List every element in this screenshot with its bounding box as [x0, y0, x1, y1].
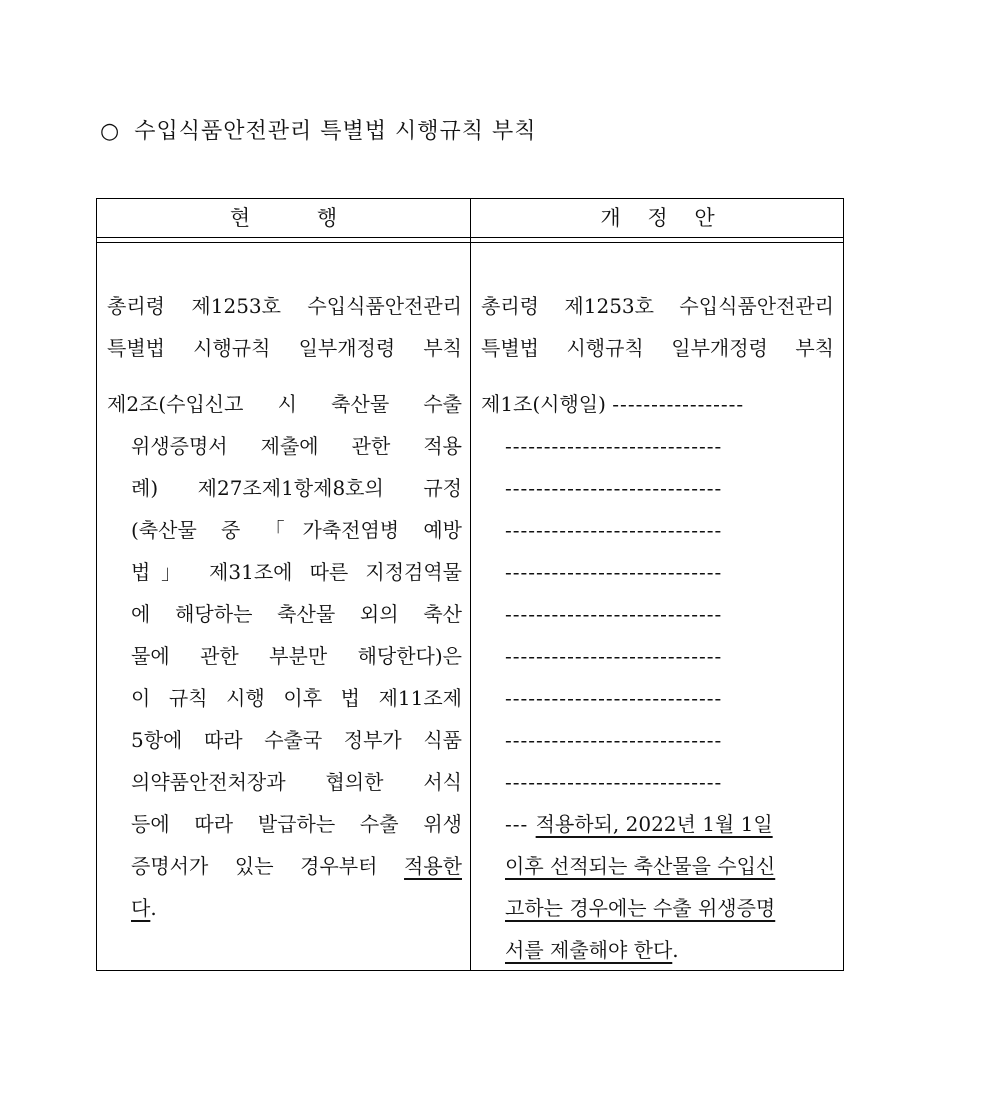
current-underlined-text: 적용한 [404, 854, 462, 878]
proposed-title-line: 특별법 시행규칙 일부개정령 부칙 [481, 336, 834, 360]
header-rule-top [97, 237, 843, 238]
omission-dashes: ---------------------------- [505, 728, 723, 752]
current-article-line: 례) 제27조제1항제8호의 규정 [131, 476, 462, 500]
current-plain-text: 증명서가 있는 경우부터 [131, 854, 405, 878]
section-heading [100, 114, 536, 145]
proposed-underlined-text: 이후 선적되는 축산물을 수입신 [505, 854, 776, 878]
current-article-line: 법」 제31조에 따른 지정검역물 [131, 560, 462, 584]
proposed-article-line [481, 929, 834, 971]
header-current: 현 행 [229, 206, 338, 230]
current-title-line: 총리령 제1253호 수입식품안전관리 [107, 294, 462, 318]
header-proposed: 개 정 안 [600, 206, 715, 230]
current-article-line: 위생증명서 제출에 관한 적용 [131, 434, 462, 458]
omission-dashes: ---------------------------- [505, 644, 723, 668]
column-divider [470, 199, 471, 970]
current-article-line [107, 887, 462, 929]
proposed-period: . [672, 938, 679, 962]
current-article-line: 의약품안전처장과 협의한 서식 [131, 770, 462, 794]
current-title-line: 특별법 시행규칙 일부개정령 부칙 [107, 336, 462, 360]
circle-bullet-icon: ○ [100, 119, 121, 144]
proposed-article-line [481, 383, 834, 425]
section-title: 수입식품안전관리 특별법 시행규칙 부칙 [134, 119, 537, 144]
current-column [107, 243, 462, 929]
proposed-article-head: 제1조(시행일) [481, 392, 613, 416]
proposed-underlined-text: 서를 제출해야 한다 [505, 938, 673, 962]
current-article-line: 등에 따라 발급하는 수출 위생 [131, 812, 462, 836]
omission-dashes: ----------------- [612, 392, 745, 416]
proposed-article-line [481, 887, 834, 929]
proposed-underlined-text: 고하는 경우에는 수출 위생증명 [505, 896, 776, 920]
omission-dashes: --- [505, 812, 536, 836]
current-article-line: 제2조(수입신고 시 축산물 수출 [107, 392, 462, 416]
current-article-line [107, 845, 462, 887]
proposed-title-line: 총리령 제1253호 수입식품안전관리 [481, 294, 834, 318]
current-article-line: 물에 관한 부분만 해당한다)은 [131, 644, 462, 668]
current-article-line: 이 규칙 시행 이후 법 제11조제 [131, 686, 462, 710]
omission-dashes: ---------------------------- [505, 476, 723, 500]
current-underlined-text: 다 [131, 896, 151, 920]
omission-dashes: ---------------------------- [505, 602, 723, 626]
omission-dashes: ---------------------------- [505, 434, 723, 458]
current-article-line: (축산물 중 「가축전염병 예방 [131, 518, 462, 542]
current-article-line: 5항에 따라 수출국 정부가 식품 [131, 728, 462, 752]
proposed-column [481, 243, 834, 971]
omission-dashes: ---------------------------- [505, 770, 723, 794]
omission-dashes: ---------------------------- [505, 686, 723, 710]
current-article-line: 에 해당하는 축산물 외의 축산 [131, 602, 462, 626]
omission-dashes: ---------------------------- [505, 518, 723, 542]
proposed-article-line [481, 845, 834, 887]
current-period: . [150, 896, 157, 920]
omission-dashes: ---------------------------- [505, 560, 723, 584]
comparison-table [96, 198, 844, 971]
proposed-underlined-text: 적용하되, 2022년 1월 1일 [535, 812, 773, 836]
proposed-article-line [481, 803, 834, 845]
